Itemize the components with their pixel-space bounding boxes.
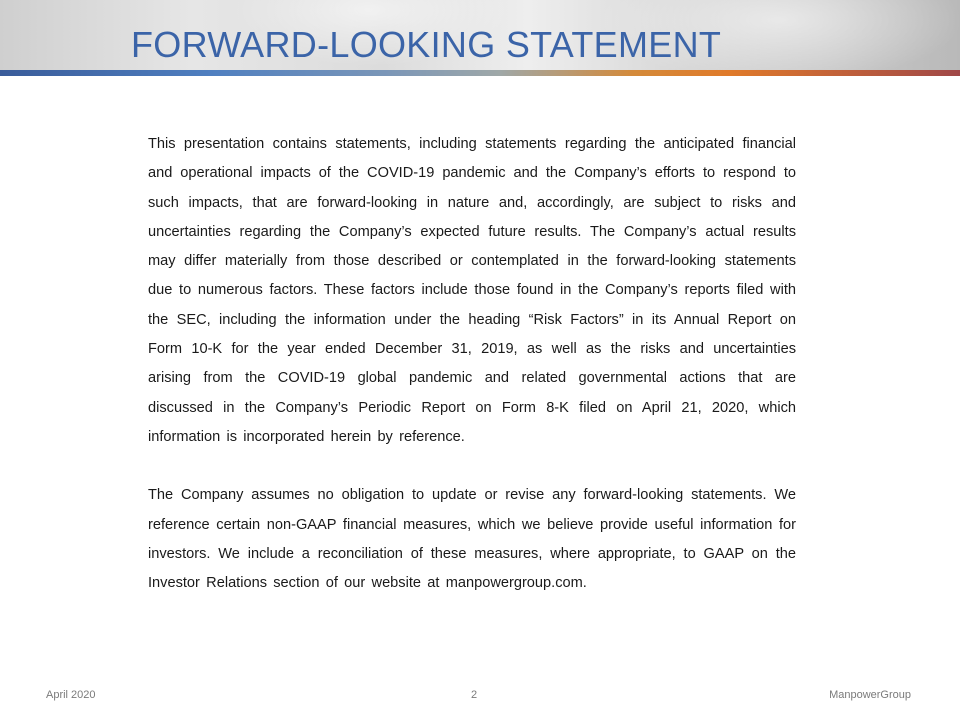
- footer-company: ManpowerGroup: [829, 689, 911, 701]
- header-divider-rule: [0, 70, 960, 76]
- slide-title: FORWARD-LOOKING STATEMENT: [131, 24, 722, 65]
- footer-date: April 2020: [46, 689, 96, 701]
- statement-paragraph-1: This presentation contains statements, including statements regarding the anticipated financial and operational impacts of the COVID-19 pandemic and the Company’s efforts to respond to such impacts, that are forward-looking in nature and, accordingly, are subject to risks and uncertainties regarding the Company’s expected future results. The Company’s actual results may differ materially from those described or contemplated in the forward-looking statements due to numerous factors. These factors include those found in the Company’s reports filed with the SEC, including the information under the heading “Risk Factors” in its Annual Report on Form 10-K for the year ended December 31, 2019, as well as the risks and uncertainties arising from the COVID-19 global pandemic and related governmental actions that are discussed in the Company’s Periodic Report on Form 8-K filed on April 21, 2020, which information is incorporated herein by reference.: [148, 136, 796, 445]
- slide-header-banner: [0, 0, 960, 70]
- footer-page-number: 2: [471, 689, 478, 701]
- statement-paragraph-2: The Company assumes no obligation to update or revise any forward-looking statements. We reference certain non-GAAP financial measures, which we believe provide useful information for investors. We include a reconciliation of these measures, where appropriate, to GAAP on the Investor Relations section of our website at manpowergroup.com.: [148, 487, 796, 592]
- statement-body: [148, 130, 796, 598]
